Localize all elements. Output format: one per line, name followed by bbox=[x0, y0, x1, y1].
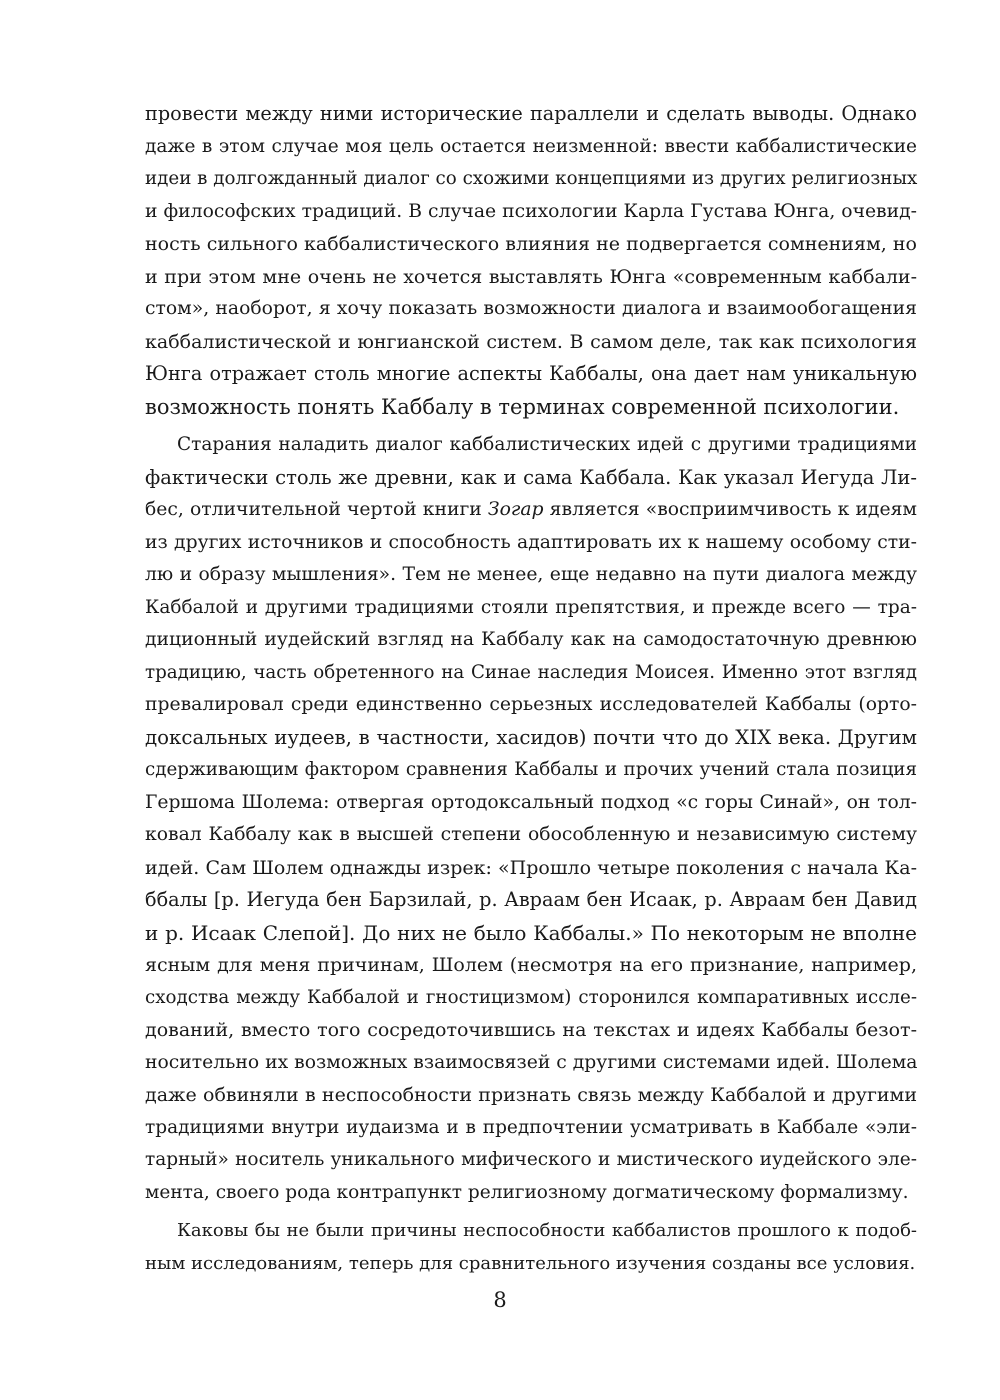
text-line: идеи в долгожданный диалог со схожими концепциями из других религиозных bbox=[145, 168, 918, 189]
text-line: носительно их возможных взаимосвязей с другими системами идей. Шолема bbox=[145, 1051, 918, 1073]
text-line: даже в этом случае моя цель остается неизменной: ввести каббалистические bbox=[145, 135, 917, 157]
paragraph bbox=[145, 98, 917, 423]
body-text bbox=[145, 98, 917, 1280]
text-line: провести между ними исторические параллели и сделать выводы. Однако bbox=[145, 102, 917, 125]
text-line: из других источников и способность адаптировать их к нашему особому сти- bbox=[145, 531, 917, 553]
text-line: тарный» носитель уникального мифического и мистического иудейского эле- bbox=[145, 1149, 917, 1170]
text-line: диционный иудейский взгляд на Каббалу как на самодостаточную древнюю bbox=[145, 629, 917, 650]
text-line: ясным для меня причинам, Шолем (несмотря на его признание, например, bbox=[145, 954, 917, 976]
text-line: Каббалой и другими традициями стояли препятствия, и прежде всего — тра- bbox=[145, 596, 917, 618]
text-line: Юнга отражает столь многие аспекты Каббалы, она дает нам уникальную bbox=[145, 362, 917, 385]
page-number: 8 bbox=[493, 1288, 507, 1312]
text-line: ббалы [р. Иегуда бен Барзилай, р. Авраам бен Исаак, р. Авраам бен Давид bbox=[145, 888, 917, 911]
text-line: Старания наладить диалог каббалистических идей с другими традициями bbox=[177, 434, 917, 455]
text-line: традициями внутри иудаизма и в предпочтении усматривать в Каббале «эли- bbox=[145, 1116, 917, 1138]
text-line: идей. Сам Шолем однажды изрек: «Прошло четыре поколения с начала Ка- bbox=[145, 856, 917, 879]
text-line: сдерживающим фактором сравнения Каббалы и прочих учений стала позиция bbox=[145, 759, 917, 780]
paragraph bbox=[145, 1215, 917, 1280]
text-line: мента, своего рода контрапункт религиозному догматическому формализму. bbox=[145, 1181, 909, 1203]
text-line: и философских традиций. В случае психологии Карла Густава Юнга, очевид- bbox=[145, 200, 917, 222]
text-line: доксальных иудеев, в частности, хасидов) почти что до XIX века. Другим bbox=[145, 725, 917, 749]
text-line: ным исследованиям, теперь для сравнительного изучения созданы все условия. bbox=[145, 1252, 916, 1274]
text-line: стом», наоборот, я хочу показать возможности диалога и взаимообогащения bbox=[145, 298, 917, 319]
text-line: возможность понять Каббалу в терминах современной психологии. bbox=[145, 394, 900, 419]
text-line: Каковы бы не были причины неспособности каббалистов прошлого к подоб- bbox=[177, 1220, 917, 1241]
text-line: ность сильного каббалистического влияния не подвергается сомнениям, но bbox=[145, 233, 917, 255]
book-title-italic: Зогар bbox=[487, 499, 544, 520]
text-line: ковал Каббалу как в высшей степени обособленную и независимую систему bbox=[145, 824, 917, 845]
text-line: Гершома Шолема: отвергая ортодоксальный подход «с горы Синай», он тол- bbox=[145, 791, 917, 813]
text-line: даже обвиняли в неспособности признать связь между Каббалой и другими bbox=[145, 1084, 917, 1106]
text-line: дований, вместо того сосредоточившись на текстах и идеях Каббалы безот- bbox=[145, 1019, 917, 1041]
text-line: бес, отличительной чертой книги Зогар является «восприимчивость к идеям bbox=[145, 499, 917, 520]
text-line: лю и образу мышления». Тем не менее, еще недавно на пути диалога между bbox=[145, 564, 917, 585]
paragraph bbox=[145, 429, 917, 1209]
text-line: традицию, часть обретенного на Синае наследия Моисея. Именно этот взгляд bbox=[145, 661, 917, 683]
text-line: превалировал среди единственно серьезных исследователей Каббалы (орто- bbox=[145, 694, 917, 715]
text-line: каббалистической и юнгианской систем. В самом деле, так как психология bbox=[145, 330, 917, 353]
text-line: и при этом мне очень не хочется выставлять Юнга «современным каббали- bbox=[145, 265, 917, 288]
text-line: сходства между Каббалой и гностицизмом) сторонился компаративных иссле- bbox=[145, 986, 917, 1008]
text-line: фактически столь же древни, как и сама Каббала. Как указал Иегуда Ли- bbox=[145, 465, 917, 489]
text-line: и р. Исаак Слепой]. До них не было Каббалы.» По некоторым не вполне bbox=[145, 920, 917, 945]
